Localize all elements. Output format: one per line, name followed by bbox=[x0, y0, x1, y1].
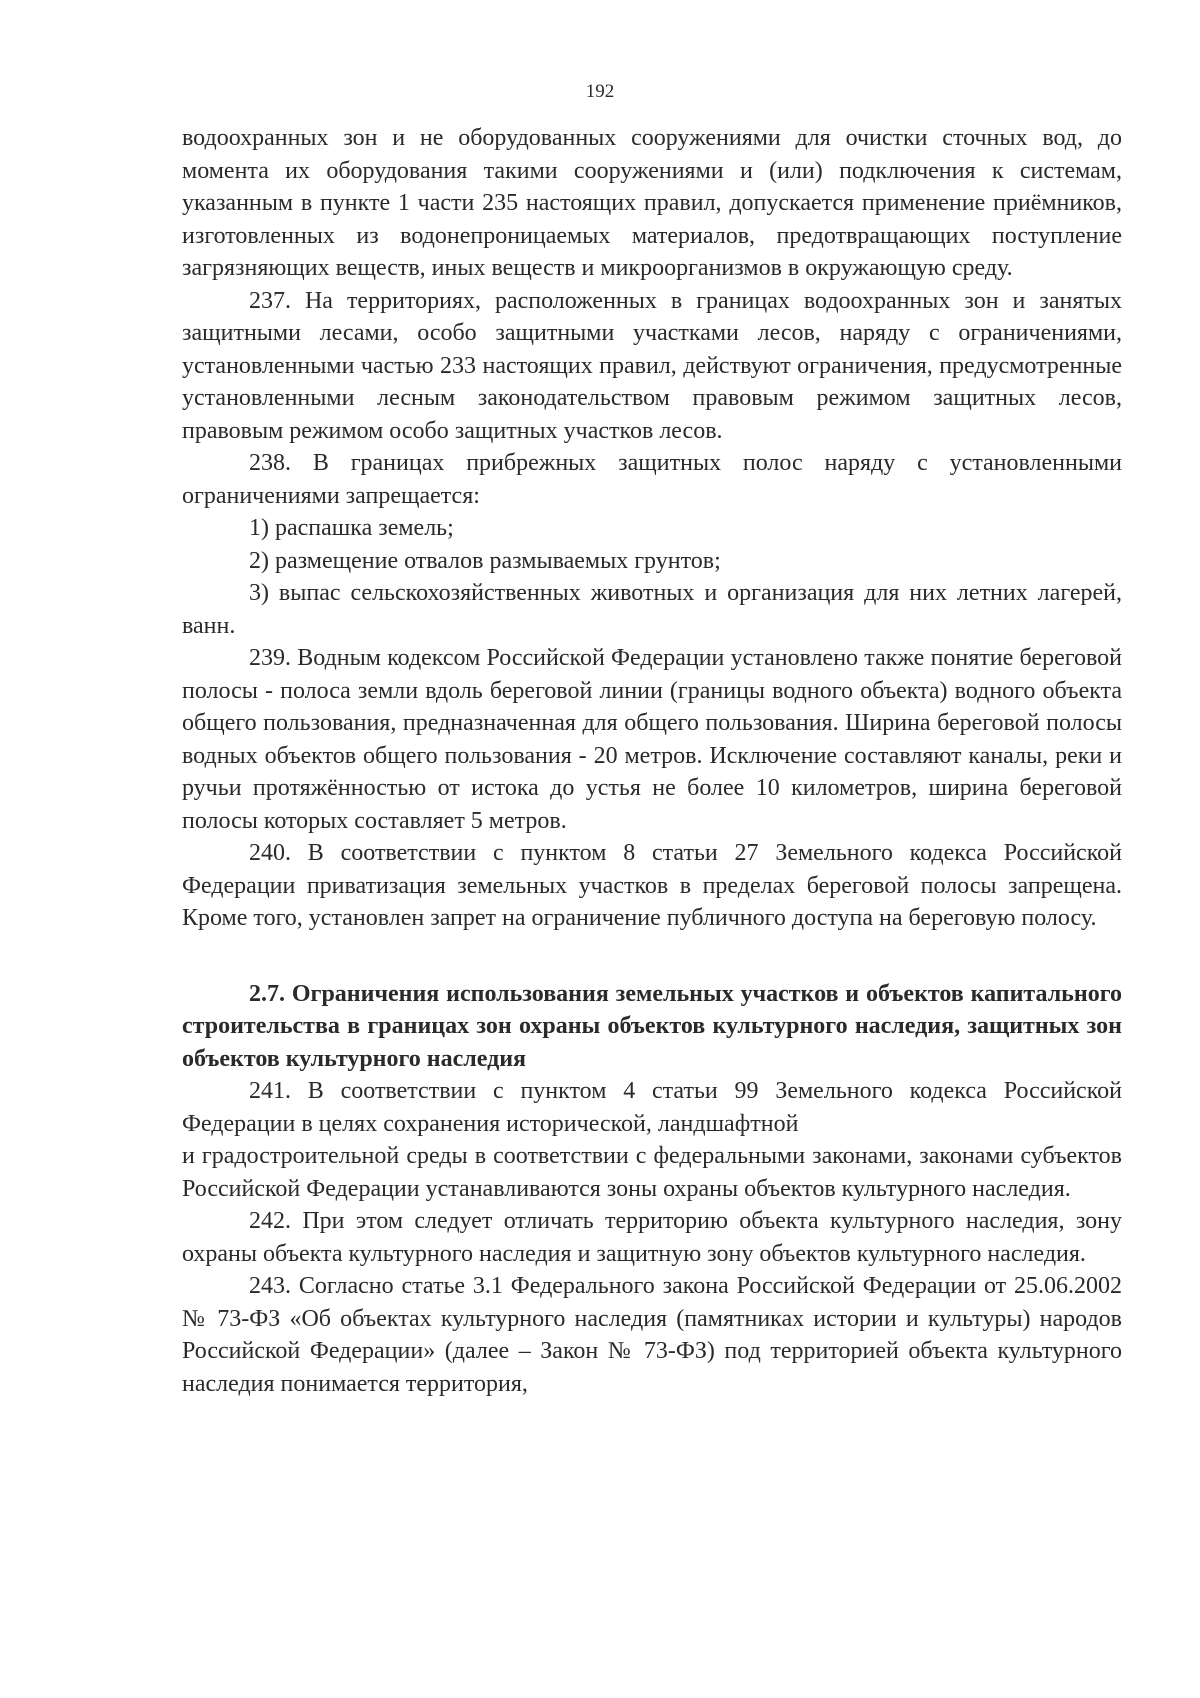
paragraph-243: 243. Согласно статье 3.1 Федерального закона Российской Федерации от 25.06.2002 № 73-ФЗ «Об объектах культурного наследия (памятниках истории и культуры) народов Российской Федерации» (далее – Закон № 73-ФЗ) под территорией объекта культурного наследия понимается территория, bbox=[182, 1273, 1122, 1397]
paragraph-237: 237. На территориях, расположенных в границах водоохранных зон и занятых защитными лесами, особо защитными участками лесов, наряду с ограничениями, установленными частью 233 настоящих правил, действуют ограничения, предусмотренные установленными лесным законодательством правовым режимом защитных лесов, правовым режимом особо защитных участков лесов. bbox=[182, 287, 1122, 444]
list-item: 1) распашка земель; bbox=[249, 515, 454, 541]
paragraph-242: 242. При этом следует отличать территорию объекта культурного наследия, зону охраны объекта культурного наследия и защитную зону объектов культурного наследия. bbox=[182, 1208, 1122, 1267]
body-text bbox=[182, 122, 1122, 1400]
paragraph-239: 239. Водным кодексом Российской Федерации установлено также понятие береговой полосы - полоса земли вдоль береговой линии (границы водного объекта) водного объекта общего пользования, предназначенная для общего пользования. Ширина береговой полосы водных объектов общего пользования - 20 метров. Исключение составляют каналы, реки и ручьи протяжённостью от истока до устья не более 10 километров, ширина береговой полосы которых составляет 5 метров. bbox=[182, 645, 1122, 834]
list-item: 2) размещение отвалов размываемых грунтов; bbox=[249, 547, 721, 574]
paragraph-241 bbox=[182, 1075, 1122, 1205]
paragraph-238: 238. В границах прибрежных защитных полос наряду с установленными ограничениями запрещается: bbox=[182, 450, 1122, 509]
section-heading: 2.7. Ограничения использования земельных участков и объектов капитального строительства в границах зон охраны объектов культурного наследия, защитных зон объектов культурного наследия bbox=[182, 980, 1122, 1072]
paragraph-241-line1: 241. В соответствии с пунктом 4 статьи 99 Земельного кодекса Российской Федерации в целях сохранения исторической, ландшафтной bbox=[182, 1078, 1122, 1137]
list-item: 3) выпас сельскохозяйственных животных и организация для них летних лагерей, ванн. bbox=[182, 580, 1122, 639]
page-number: 192 bbox=[585, 81, 615, 102]
paragraph-240: 240. В соответствии с пунктом 8 статьи 27 Земельного кодекса Российской Федерации приватизация земельных участков в пределах береговой полосы запрещена. Кроме того, установлен запрет на ограничение публичного доступа на береговую полосу. bbox=[182, 840, 1122, 931]
paragraph-241-line2: и градостроительной среды в соответствии с федеральными законами, законами субъектов Российской Федерации устанавливаются зоны охраны объектов культурного наследия. bbox=[182, 1143, 1122, 1202]
paragraph-continuation: водоохранных зон и не оборудованных сооружениями для очистки сточных вод, до момента их оборудования такими сооружениями и (или) подключения к системам, указанным в пункте 1 части 235 настоящих правил, допускается применение приёмников, изготовленных из водонепроницаемых материалов, предотвращающих поступление загрязняющих веществ, иных веществ и микроорганизмов в окружающую среду. bbox=[182, 125, 1122, 281]
